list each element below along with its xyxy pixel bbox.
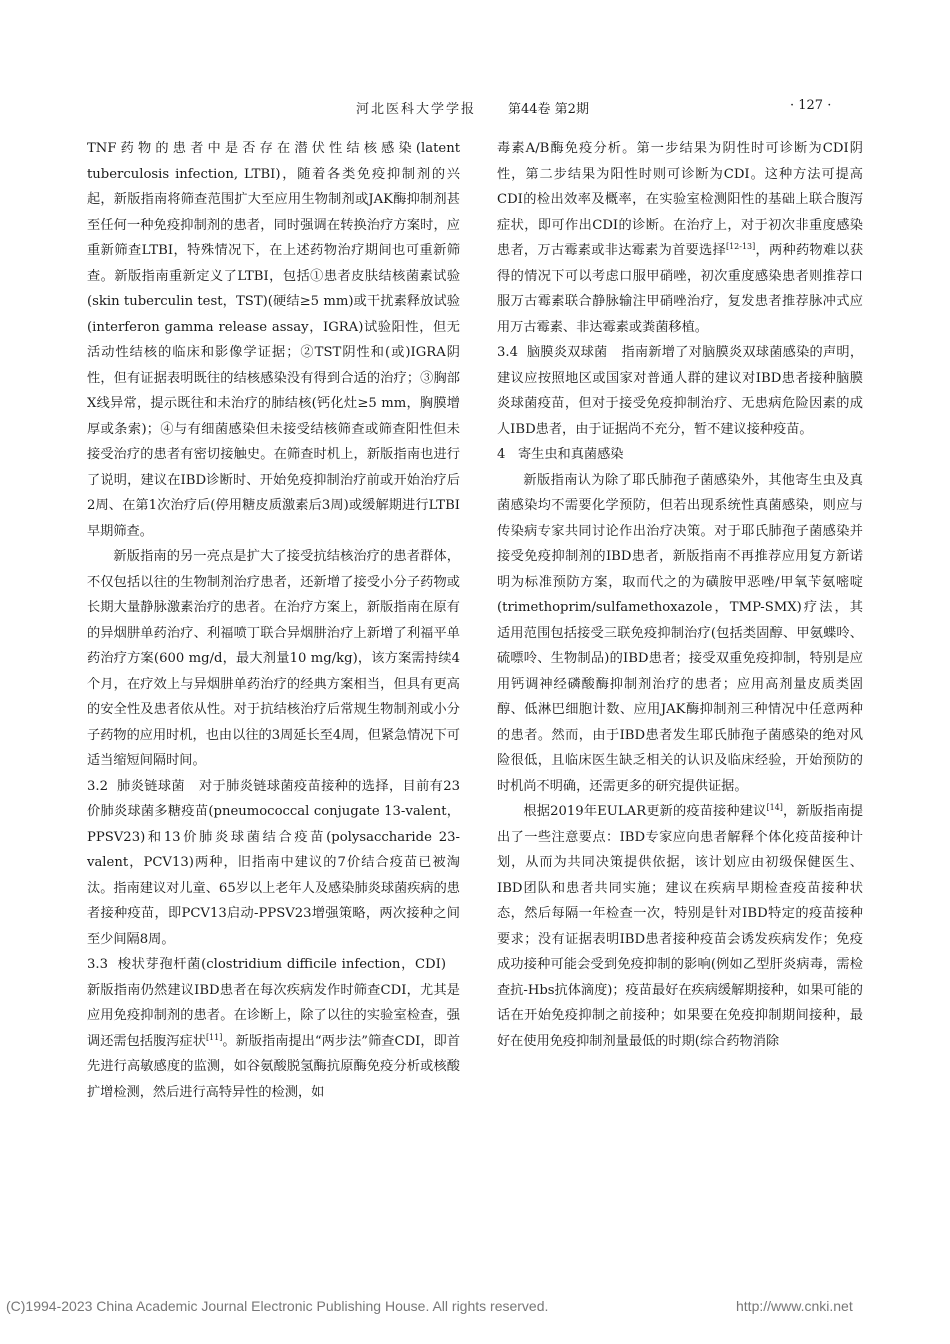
section-number: 3.4 [497,345,518,360]
paragraph-tb-treatment: 新版指南的另一亮点是扩大了接受抗结核治疗的患者群体，不仅包括以往的生物制剂治疗患者，还新增了接受小分子药物或长期大量静脉激素治疗的患者。在治疗方案上，新版指南在原有的异烟肼单药治疗、利福喷丁联合异烟肼治疗上新增了利福平单药治疗方案(600 mg/d，最大剂量10 mg/kg)，该方案需持续4个月，在疗效上与异烟肼单药治疗的经典方案相当，但具有更高的安全性及患者依从性。对于抗结核治疗后常规生物制剂或小分子药物的应用时机，也由以往的3周延长至4周，但紧急情况下可适当缩短间隔时间。 [87,549,460,768]
paragraph-parasitic-fungal: 新版指南认为除了耶氏肺孢子菌感染外，其他寄生虫及真菌感染均不需要化学预防，但若出现系统性真菌感染，则应与传染病专家共同讨论作出治疗决策。对于耶氏肺孢子菌感染并接受免疫抑制剂的IBD患者，新版指南不再推荐应用复方新诺明为标准预防方案，取而代之的为磺胺甲恶唑/甲氧苄氨嘧啶(trimethoprim/sulfamethoxazole，TMP-SMX)疗法，其适用范围包括接受三联免疫抑制治疗(包括类固醇、甲氨蝶呤、硫嘌呤、生物制品)的IBD患者；接受双重免疫抑制，特别是应用钙调神经磷酸酶抑制剂治疗的患者；应用高剂量皮质类固醇、低淋巴细胞计数、应用JAK酶抑制剂三种情况中任意两种的患者。然而，由于IBD患者发生耶氏肺孢子菌感染的绝对风险很低，且临床医生缺乏相关的认识及临床经验，开始预防的时机尚不明确，还需更多的研究提供证据。 [497,472,863,794]
section-4-heading [497,442,863,468]
paragraph-ltbi-screening: TNF药物的患者中是否存在潜伏性结核感染(latent tuberculosis infection, LTBI)，随着各类免疫抑制剂的兴起，新版指南将筛查范围扩大至应用生物制剂或JAK酶抑制剂甚至任何一种免疫抑制剂的患者，同时强调在转换治疗方案时，应重新筛查LTBI，特殊情况下，在上述药物治疗期间也可重新筛查。新版指南重新定义了LTBI，包括①患者皮肤结核菌素试验(skin tuberculin test，TST)(硬结≥5 mm)或干扰素释放试验(interferon gamma release assay，IGRA)试验阳性，但无活动性结核的临床和影像学证据；②TST阴性和(或)IGRA阴性，但有证据表明既往的结核感染没有得到合适的治疗；③胸部X线异常，提示既往和未治疗的肺结核(钙化灶≥5 mm，胸膜增厚或条索)；④与有细菌感染但未接受结核筛查或筛查阳性但未接受治疗的患者有密切接触史。在筛查时机上，新版指南也进行了说明，建议在IBD诊断时、开始免疫抑制治疗前或开始治疗后2周、在第1次治疗后(停用糖皮质激素后3周)或缓解期进行LTBI早期筛查。 [87,141,460,539]
section-3-3 [87,952,460,1105]
section-body: 新版指南仍然建议IBD患者在每次疾病发作时筛查CDI，尤其是应用免疫抑制剂的患者。在诊断上，除了以往的实验室检查，强调还需包括腹泻症状 [87,982,460,1049]
page-number: · 127 · [790,98,832,113]
citation-ref: [12-13] [725,242,756,251]
section-number: 3.2 [87,778,108,794]
section-number: 3.3 [87,957,108,972]
section-3-4 [497,340,863,442]
text-run: ，两种药物难以获得的情况下可以考虑口服甲硝唑，初次重度感染患者则推荐口服万古霉素联合静脉输注甲硝唑治疗，复发患者推荐脉冲式应用万古霉素、非达霉素或粪菌移植。 [497,243,864,335]
text-run: 根据2019年EULAR更新的疫苗接种建议 [523,804,767,819]
copyright-notice: (C)1994-2023 China Academic Journal Electronic Publishing House. All rights reserved. [6,1298,549,1314]
volume-issue: 第44卷 第2期 [508,102,589,117]
section-title: 梭状芽孢杆菌(clostridium difficile infection，CDI) [117,957,446,972]
left-column [87,136,460,1105]
footer [0,1298,950,1322]
section-title: 寄生虫和真菌感染 [517,447,624,462]
right-column [497,136,863,1054]
section-3-2 [87,774,460,953]
journal-name: 河北医科大学学报 [356,102,477,117]
citation-ref: [14] [766,803,783,812]
text-run: 毒素A/B酶免疫分析。第一步结果为阴性时可诊断为CDI阴性，第二步结果为阳性时则可诊断为CDI。这种方法可提高CDI的检出效率及概率，在实验室检测阳性的基础上联合腹泻症状，即可作出CDI的诊断。在治疗上，对于初次非重度感染患者，万古霉素或非达霉素为首要选择 [497,141,863,258]
running-header [0,98,950,118]
citation-ref: [11] [205,1032,223,1042]
section-number: 4 [497,447,506,462]
section-body: 指南新增了对脑膜炎双球菌感染的声明，建议应按照地区或国家对普通人群的建议对IBD患者接种脑膜炎球菌疫苗，但对于接受免疫抑制治疗、无患病危险因素的成人IBD患者，由于证据尚不充分，暂不建议接种疫苗。 [497,345,864,437]
paragraph-cdi-treatment [497,136,863,340]
footer-link[interactable]: http://www.cnki.net [736,1298,853,1314]
section-body: 对于肺炎链球菌疫苗接种的选择，目前有23价肺炎球菌多糖疫苗(pneumococcal conjugate 13-valent，PPSV23)和13价肺炎球菌结合疫苗(polysaccharide 23-valent，PCV13)两种，旧指南中建议的7价结合疫苗已被淘汰。指南建议对儿童、65岁以上老年人及感染肺炎球菌疾病的患者接种疫苗，即PCV13启动-PPSV23增强策略，两次接种之间至少间隔8周。 [87,778,461,947]
section-title: 肺炎链球菌 [117,778,185,794]
text-run: ，新版指南提出了一些注意要点：IBD专家应向患者解释个体化疫苗接种计划，从而为共同决策提供依据，该计划应由初级保健医生、IBD团队和患者共同实施；建议在疾病早期检查疫苗接种状态，然后每隔一年检查一次，特别是针对IBD特定的疫苗接种要求；没有证据表明IBD患者接种疫苗会诱发疾病发作；免疫成功接种可能会受到免疫抑制的影响(例如乙型肝炎病毒，需检查抗-Hbs抗体滴度)；疫苗最好在疾病缓解期接种，如果可能的话在开始免疫抑制之前接种；如果要在免疫抑制期间接种，最好在使用免疫抑制剂量最低的时期(综合药物消除 [497,804,864,1049]
section-body-cont: 。新版指南提出“两步法”筛查CDI，即首先进行高敏感度的监测，如谷氨酸脱氢酶抗原酶免疫分析或核酸扩增检测，然后进行高特异性的检测，如 [87,1033,461,1100]
paragraph-eular-vaccine [497,799,863,1054]
section-title: 脑膜炎双球菌 [526,345,608,360]
